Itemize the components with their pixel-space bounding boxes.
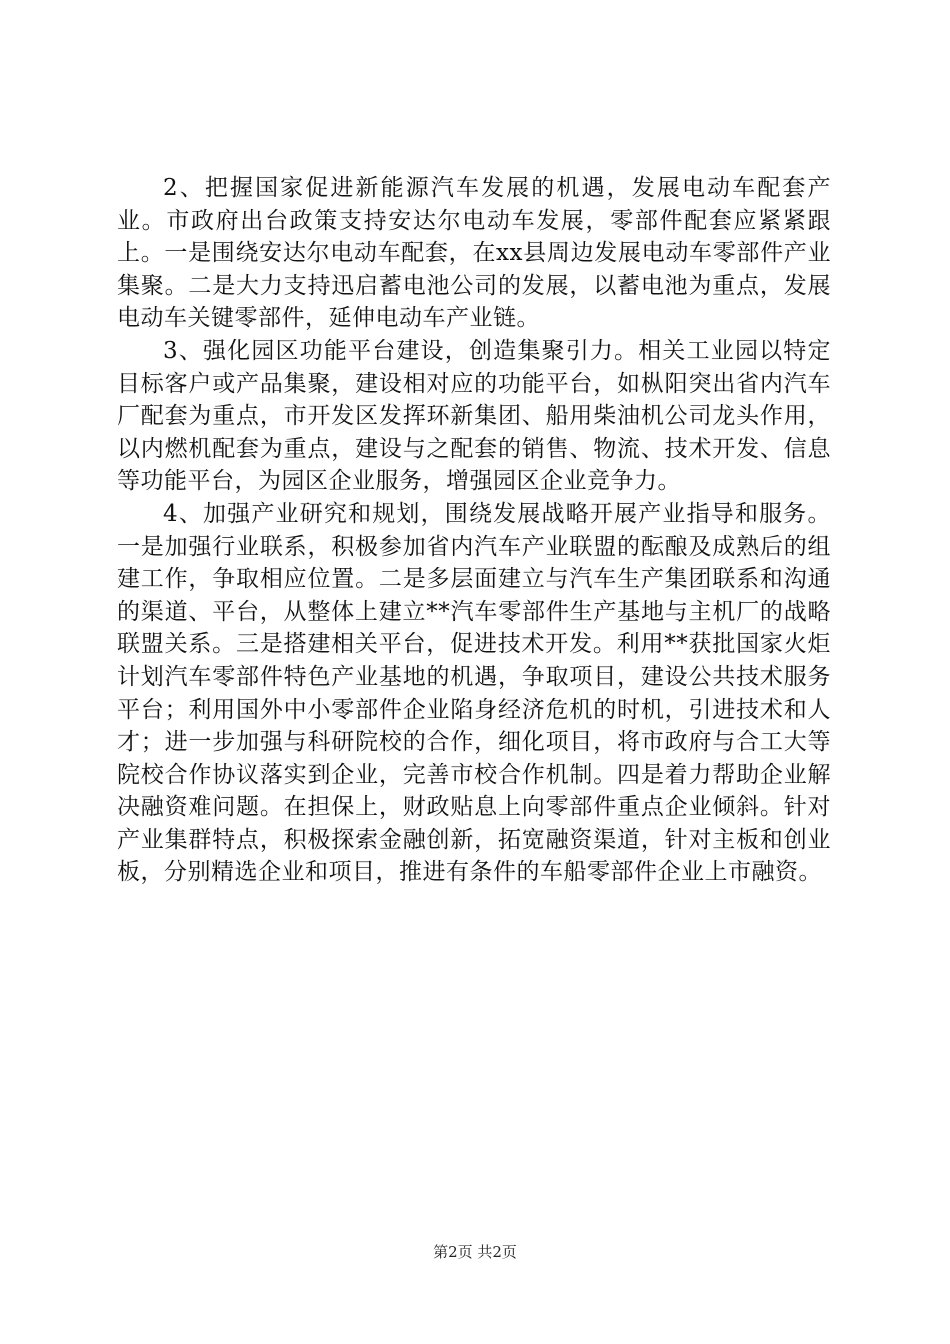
page-footer	[0, 1242, 950, 1262]
paragraph-4: 4、加强产业研究和规划，围绕发展战略开展产业指导和服务。一是加强行业联系，积极参加省内汽车产业联盟的酝酿及成熟后的组建工作，争取相应位置。二是多层面建立与汽车生产集团联系和沟通的渠道、平台，从整体上建立**汽车零部件生产基地与主机厂的战略联盟关系。三是搭建相关平台，促进技术开发。利用**获批国家火炬计划汽车零部件特色产业基地的机遇，争取项目，建设公共技术服务平台；利用国外中小零部件企业陷身经济危机的时机，引进技术和人才；进一步加强与科研院校的合作，细化项目，将市政府与合工大等院校合作协议落实到企业，完善市校合作机制。四是着力帮助企业解决融资难问题。在担保上，财政贴息上向零部件重点企业倾斜。针对产业集群特点，积极探索金融创新，拓宽融资渠道，针对主板和创业板，分别精选企业和项目，推进有条件的车船零部件企业上市融资。	[117, 500, 831, 886]
page-number-label: 第2页 共2页	[433, 1243, 517, 1261]
paragraph-2: 2、把握国家促进新能源汽车发展的机遇，发展电动车配套产业。市政府出台政策支持安达尔电动车发展，零部件配套应紧紧跟上。一是围绕安达尔电动车配套，在xx县周边发展电动车零部件产业集聚。二是大力支持迅启蓄电池公司的发展，以蓄电池为重点，发展电动车关键零部件，延伸电动车产业链。	[117, 175, 831, 332]
document-body	[117, 172, 831, 889]
paragraph-3: 3、强化园区功能平台建设，创造集聚引力。相关工业园以特定目标客户或产品集聚，建设相对应的功能平台，如枞阳突出省内汽车厂配套为重点，市开发区发挥环新集团、船用柴油机公司龙头作用，以内燃机配套为重点，建设与之配套的销售、物流、技术开发、信息等功能平台，为园区企业服务，增强园区企业竞争力。	[117, 337, 831, 495]
